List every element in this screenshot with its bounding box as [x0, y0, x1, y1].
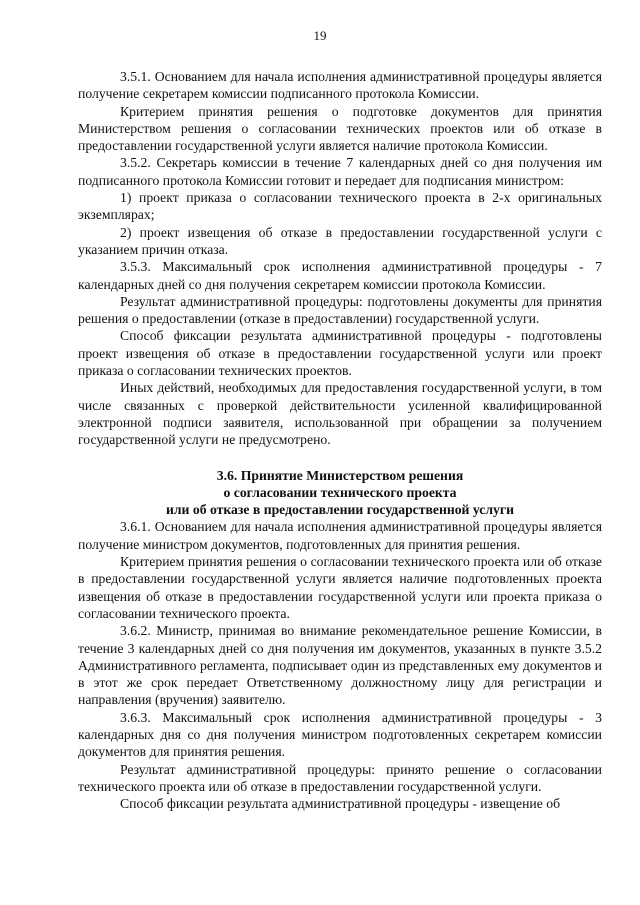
paragraph-3-5-3: 3.5.3. Максимальный срок исполнения административной процедуры - 7 календарных дней со дня получения секретарем комиссии протокола Комиссии. [78, 259, 602, 292]
list-item-1: 1) проект приказа о согласовании технического проекта в 2-х оригинальных экземплярах; [78, 190, 602, 223]
paragraph-3-6-3: 3.6.3. Максимальный срок исполнения административной процедуры - 3 календарных дня со дня получения министром подготовленных секретарем комиссии документов для принятия решения. [78, 709, 602, 760]
paragraph-3-5-1-criterion: Критерием принятия решения о подготовке документов для принятия Министерством решения о согласовании технических проектов или об отказе в предоставлении государственной услуги является наличие протокола Комиссии. [78, 103, 602, 154]
paragraph-3-5-1: 3.5.1. Основанием для начала исполнения административной процедуры является получение секретарем комиссии подписанного протокола Комиссии. [78, 69, 602, 102]
paragraph-3-6-2: 3.6.2. Министр, принимая во внимание рекомендательное решение Комиссии, в течение 3 календарных дней со дня получения им документов, указанных в пункте 3.5.2 Административного регламента, подписывает один из представленных ему документов и в этот же срок передает Ответственному должностному лицу для регистрации и направления (вручения) заявителю. [78, 623, 602, 708]
paragraph-3-6-result: Результат административной процедуры: принято решение о согласовании технического проекта или об отказе в предоставлении государственной услуги. [78, 761, 602, 794]
paragraph-3-5-result: Результат административной процедуры: подготовлены документы для принятия решения о предоставлении (отказе в предоставлении) государственной услуги. [78, 293, 602, 327]
section-heading-3-6 [78, 467, 602, 519]
paragraph-3-5-2: 3.5.2. Секретарь комиссии в течение 7 календарных дней со дня получения им подписанного протокола Комиссии готовит и передает для подписания министром: [78, 155, 602, 188]
page-body [78, 68, 602, 812]
list-item-2: 2) проект извещения об отказе в предоставлении государственной услуги с указанием причин отказа. [78, 224, 602, 257]
section-heading-line-2: о согласовании технического проекта [223, 484, 457, 500]
paragraph-3-6-1: 3.6.1. Основанием для начала исполнения административной процедуры является получение министром документов, подготовленных для принятия решения. [78, 519, 602, 552]
section-heading-line-3: или об отказе в предоставлении государственной услуги [165, 502, 514, 518]
paragraph-3-5-other-actions: Иных действий, необходимых для предоставления государственной услуги, в том числе связанных с проверкой действительности усиленной квалифицированной электронной подписи заявителя, использованной при обращении за получением государственной услуги не предусмотрено. [78, 380, 602, 448]
paragraph-3-6-1-criterion: Критерием принятия решения о согласовании технического проекта или об отказе в предоставлении государственной услуги является наличие подготовленных проекта извещения об отказе в предоставлении государственной услуги или проекта приказа о согласовании технического проекта. [78, 554, 602, 621]
paragraph-3-5-fixation: Способ фиксации результата административной процедуры - подготовлены проект извещения об отказе в предоставлении государственной услуги или проект приказа о согласовании технических проектов. [78, 328, 602, 379]
section-heading-line-1: 3.6. Принятие Министерством решения [216, 467, 464, 483]
page-number: 19 [313, 28, 327, 43]
paragraph-3-6-fixation: Способ фиксации результата административной процедуры - извещение об [120, 796, 561, 812]
